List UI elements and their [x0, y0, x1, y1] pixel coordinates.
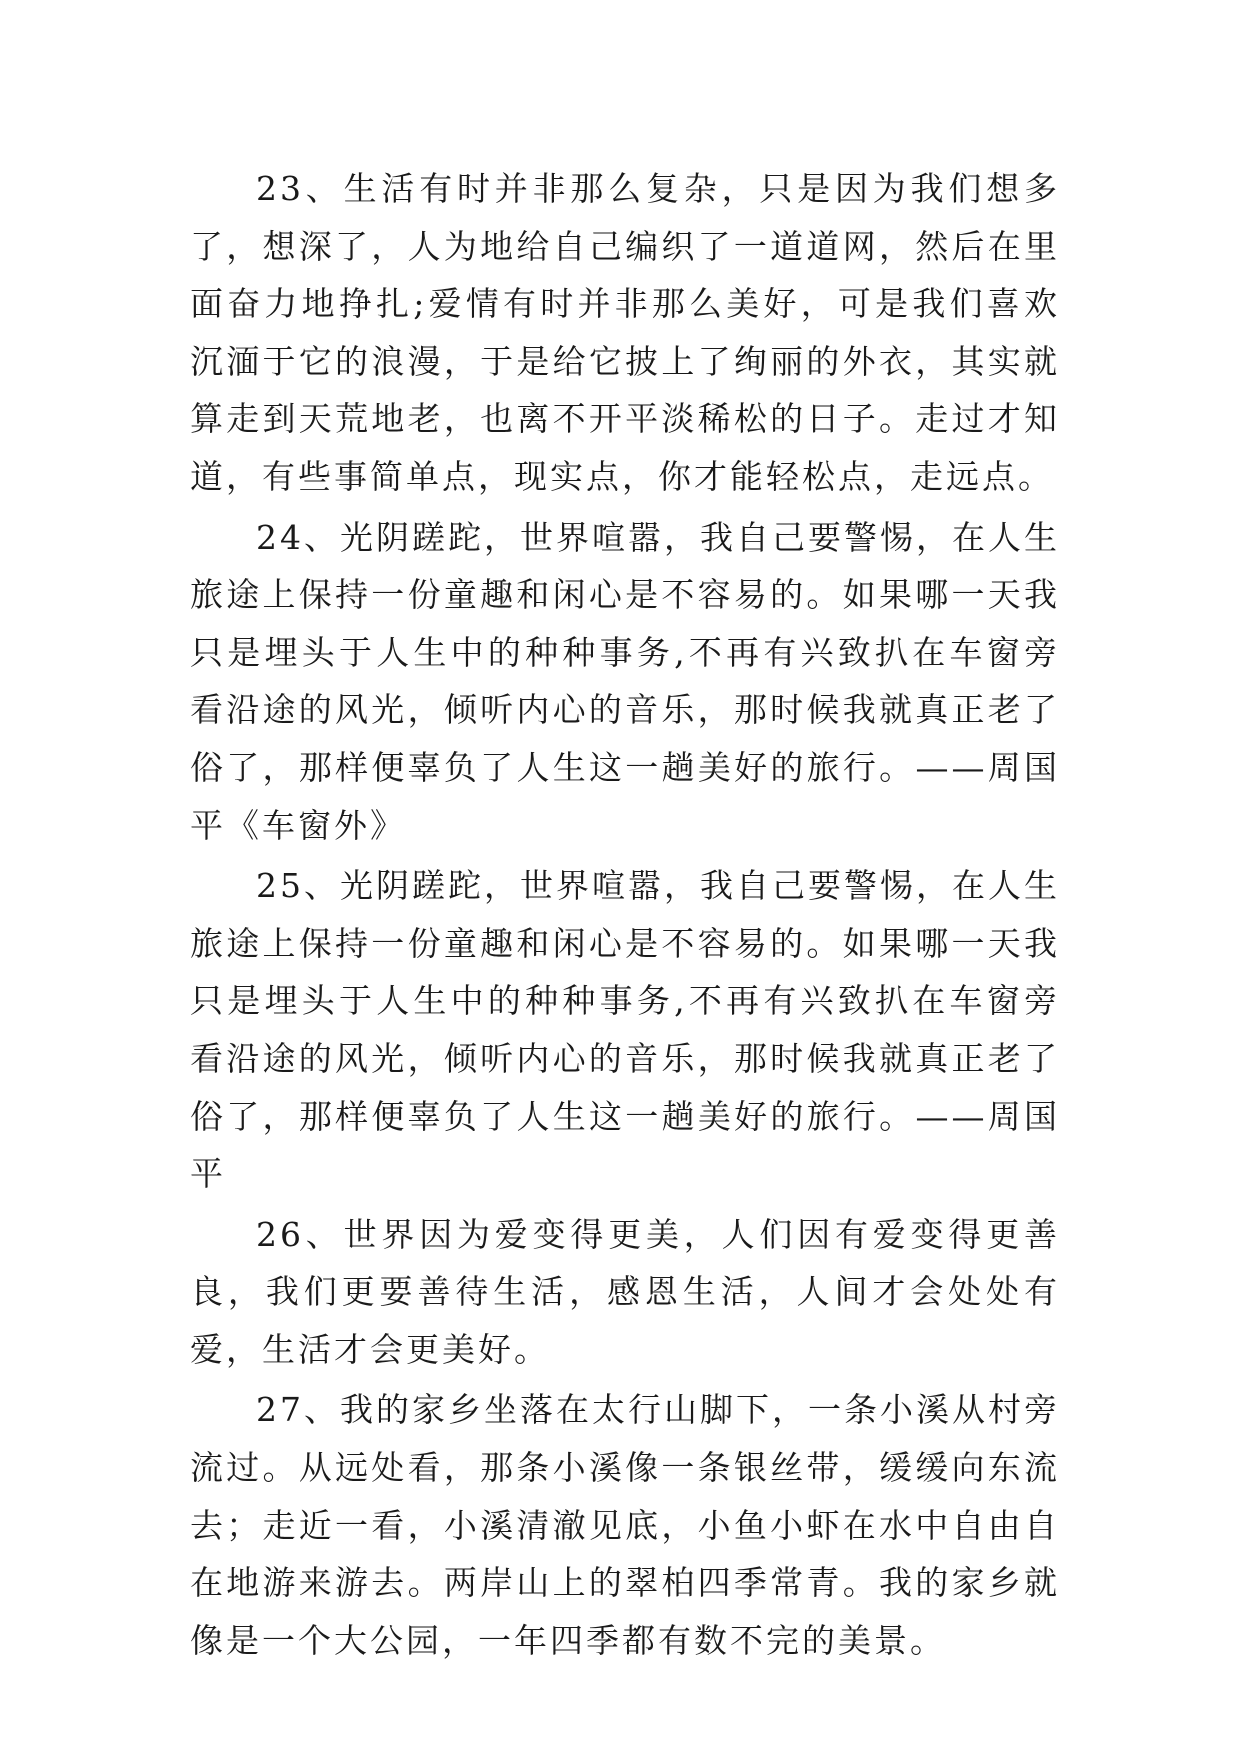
document-body — [190, 160, 1060, 1672]
paragraph-26: 26、世界因为爱变得更美，人们因有爱变得更善良，我们更要善待生活，感恩生活，人间才会处处有爱，生活才会更美好。 — [190, 1214, 1060, 1369]
paragraph-24: 24、光阴蹉跎，世界喧嚣，我自己要警惕，在人生旅途上保持一份童趣和闲心是不容易的。如果哪一天我只是埋头于人生中的种种事务,不再有兴致扒在车窗旁看沿途的风光，倾听内心的音乐，那时候我就真正老了俗了，那样便辜负了人生这一趟美好的旅行。——周国平《车窗外》 — [190, 517, 1060, 845]
paragraph-27: 27、我的家乡坐落在太行山脚下，一条小溪从村旁流过。从远处看，那条小溪像一条银丝带，缓缓向东流去；走近一看，小溪清澈见底，小鱼小虾在水中自由自在地游来游去。两岸山上的翠柏四季常青。我的家乡就像是一个大公园，一年四季都有数不完的美景。 — [190, 1390, 1060, 1660]
paragraph-23: 23、生活有时并非那么复杂，只是因为我们想多了，想深了，人为地给自己编织了一道道网，然后在里面奋力地挣扎;爱情有时并非那么美好，可是我们喜欢沉湎于它的浪漫，于是给它披上了绚丽的外衣，其实就算走到天荒地老，也离不开平淡稀松的日子。走过才知道，有些事简单点，现实点，你才能轻松点，走远点。 — [190, 169, 1060, 496]
paragraph-25: 25、光阴蹉跎，世界喧嚣，我自己要警惕，在人生旅途上保持一份童趣和闲心是不容易的。如果哪一天我只是埋头于人生中的种种事务,不再有兴致扒在车窗旁看沿途的风光，倾听内心的音乐，那时候我就真正老了俗了，那样便辜负了人生这一趟美好的旅行。——周国平 — [190, 866, 1060, 1194]
